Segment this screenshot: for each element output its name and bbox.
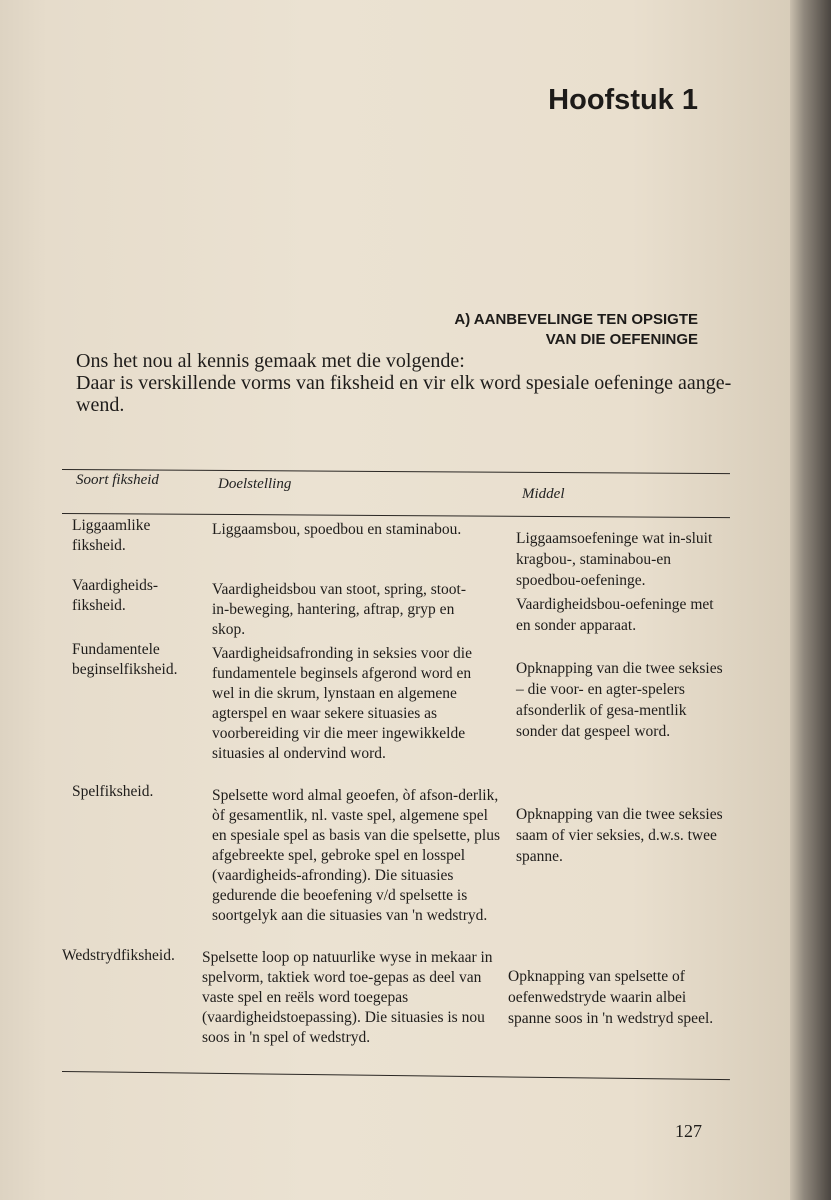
table-cell-doelstelling: Vaardigheidsbou van stoot, spring, stoot-in-beweging, hantering, aftrap, gryp en skop. [212, 581, 467, 638]
table-bottom-rule [62, 1071, 730, 1080]
section-heading-line-2: VAN DIE OEFENINGE [545, 331, 698, 348]
table-cell-doelstelling: Liggaamsbou, spoedbou en staminabou. [212, 521, 462, 538]
intro-line-2: Daar is verskillende vorms van fiksheid en vir elk word spesiale oefeninge aange-wend. [76, 372, 732, 416]
intro-text [76, 350, 756, 416]
table-cell-middel: Opknapping van die twee seksies saam of vier seksies, d.w.s. twee spanne. [516, 806, 723, 865]
book-spine [790, 0, 831, 1200]
table-cell-doelstelling: Spelsette loop op natuurlike wyse in mekaar in spelvorm, taktiek word toe-gepas as deel van vaste spel en reëls word toegepas (vaardigheidstoepassing). Die situasies is nou soos in 'n spel of wedstryd. [202, 949, 493, 1046]
table-cell-middel: Liggaamsoefeninge wat in-sluit kragbou-, staminabou-en spoedbou-oefeninge. [516, 530, 713, 589]
chapter-title: Hoofstuk 1 [548, 84, 698, 116]
page-number: 127 [675, 1121, 702, 1141]
intro-line-1: Ons het nou al kennis gemaak met die volgende: [76, 350, 465, 372]
table-header-soort: Soort fiksheid [76, 472, 159, 488]
section-heading-line-1: A) AANBEVELINGE TEN OPSIGTE [454, 311, 698, 328]
table-cell-soort: Fundamentele beginselfiksheid. [72, 641, 178, 678]
table-header-doelstelling: Doelstelling [218, 476, 292, 492]
table-cell-soort: Liggaamlike fiksheid. [72, 517, 151, 554]
section-heading [454, 310, 698, 350]
table-top-rule [62, 469, 730, 474]
table-cell-doelstelling: Vaardigheidsafronding in seksies voor die fundamentele beginsels afgerond word en wel in die skrum, lynstaan en algemene agterspel en waar sekere situasies as voorbereiding vir die meer ingewikkelde situasies al ondervind word. [212, 645, 472, 762]
table-cell-middel: Vaardigheidsbou-oefeninge met en sonder apparaat. [516, 596, 714, 634]
table-cell-middel: Opknapping van die twee seksies – die voor- en agter-spelers afsonderlik of gesa-mentlik sonder dat gespeel word. [516, 660, 723, 740]
table-cell-middel: Opknapping van spelsette of oefenwedstryde waarin albei spanne soos in 'n wedstryd speel. [508, 968, 714, 1027]
table-cell-soort: Vaardigheids-fiksheid. [72, 577, 159, 614]
table-header-middel: Middel [522, 486, 565, 502]
table-cell-soort: Wedstrydfiksheid. [62, 947, 175, 964]
table-cell-soort: Spelfiksheid. [72, 783, 154, 800]
table-cell-doelstelling: Spelsette word almal geoefen, òf afson-derlik, òf gesamentlik, nl. vaste spel, algemene spel en spesiale spel as basis van die spelsette, plus afgebreekte spel, gebroke spel en losspel (vaardigheids-afronding). Die situasies gedurende die beoefening v/d spelsette is soortgelyk aan die situasies van 'n wedstryd. [212, 787, 500, 924]
